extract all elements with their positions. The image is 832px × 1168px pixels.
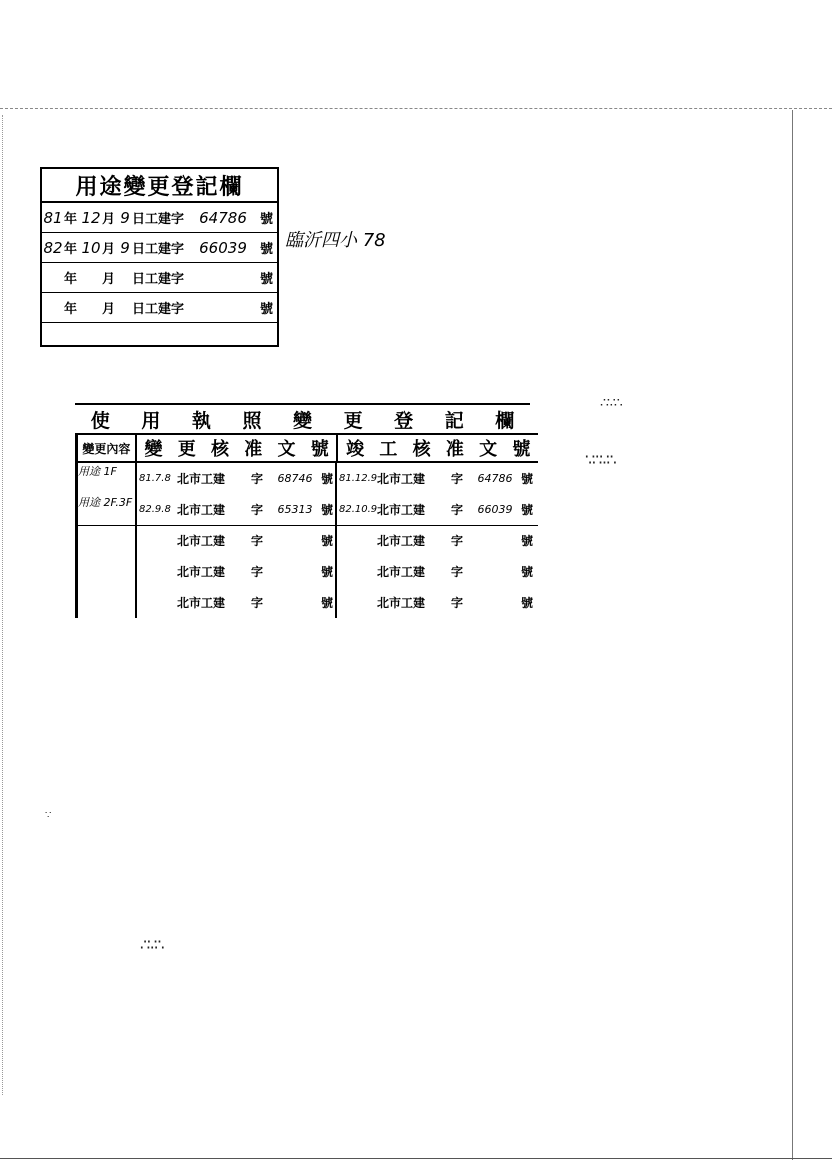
margin-note: 臨沂四小 78: [285, 230, 386, 251]
title-char: 用: [141, 409, 161, 432]
complete-zi: 字: [451, 565, 464, 579]
row-change-ref: [135, 587, 335, 618]
row-change-ref: [135, 494, 335, 525]
change-hao: 號: [321, 534, 334, 548]
row-year-label: 年: [64, 272, 78, 287]
license-change-stamp: [75, 403, 535, 618]
change-prefix: 北市工建: [177, 472, 226, 486]
title-char: 照: [242, 409, 262, 432]
row-year-label: 年: [64, 242, 78, 257]
row-ref-prefix: 日工建字: [132, 272, 185, 287]
complete-hao: 號: [521, 503, 534, 517]
row-ref-prefix: 日工建字: [132, 302, 185, 317]
row-content: 用途 1F: [78, 465, 117, 478]
row-year-label: 年: [64, 212, 78, 227]
change-prefix: 北市工建: [177, 596, 226, 610]
row-complete-ref: [335, 525, 535, 556]
change-zi: 字: [251, 565, 264, 579]
change-hao: 號: [321, 565, 334, 579]
license-change-row: [78, 494, 538, 526]
title-char: 登: [394, 409, 414, 432]
change-prefix: 北市工建: [177, 534, 226, 548]
complete-zi: 字: [451, 472, 464, 486]
complete-number: 66039: [477, 503, 513, 516]
row-ref-prefix: 日工建字: [132, 212, 185, 227]
complete-zi: 字: [451, 596, 464, 610]
row-month-label: 月: [102, 212, 116, 227]
scan-edge-right: [792, 110, 793, 1160]
header-char: 號: [512, 439, 531, 460]
header-char: 工: [379, 439, 398, 460]
row-hao-label: 號: [260, 212, 274, 227]
use-change-stamp-title: 用途變更登記欄: [42, 169, 277, 203]
row-complete-ref: [335, 463, 535, 494]
row-change-ref: [135, 556, 335, 587]
change-date: 81.7.8: [139, 473, 171, 484]
title-char: 執: [191, 409, 211, 432]
license-change-grid: [75, 433, 535, 618]
header-content: 變更內容: [82, 441, 131, 456]
row-change-ref: [135, 463, 335, 494]
row-month-label: 月: [102, 242, 116, 257]
header-char: 准: [445, 439, 464, 460]
row-complete-ref: [335, 556, 535, 587]
change-number: 68746: [277, 472, 313, 485]
complete-date: 81.12.9: [339, 473, 378, 484]
complete-zi: 字: [451, 534, 464, 548]
row-hao-label: 號: [260, 242, 274, 257]
change-prefix: 北市工建: [177, 565, 226, 579]
complete-prefix: 北市工建: [377, 596, 426, 610]
header-char: 文: [277, 439, 296, 460]
change-hao: 號: [321, 472, 334, 486]
header-char: 號: [310, 439, 329, 460]
row-ref-number: 64786: [199, 208, 247, 227]
change-prefix: 北市工建: [177, 503, 226, 517]
use-change-row: [42, 323, 277, 352]
header-change-approval: [135, 435, 337, 461]
complete-prefix: 北市工建: [377, 534, 426, 548]
row-ref-prefix: 日工建字: [132, 242, 185, 257]
change-hao: 號: [321, 596, 334, 610]
row-change-ref: [135, 525, 335, 556]
use-change-row: [42, 233, 277, 263]
complete-date: 82.10.9: [339, 504, 378, 515]
use-change-row: [42, 203, 277, 233]
title-char: 使: [90, 409, 110, 432]
header-char: 准: [244, 439, 263, 460]
complete-hao: 號: [521, 596, 534, 610]
row-year: 82: [43, 238, 63, 257]
row-hao-label: 號: [260, 272, 274, 287]
row-content: [78, 587, 135, 618]
complete-hao: 號: [521, 534, 534, 548]
row-complete-ref: [335, 587, 535, 618]
license-change-header: [78, 433, 538, 463]
row-ref-number: 66039: [199, 238, 247, 257]
complete-prefix: 北市工建: [377, 472, 426, 486]
header-char: 文: [479, 439, 498, 460]
header-char: 核: [211, 439, 229, 460]
header-char: 變: [144, 439, 163, 460]
change-zi: 字: [251, 534, 264, 548]
scan-noise: ∵: [45, 810, 52, 821]
complete-prefix: 北市工建: [377, 565, 426, 579]
title-char: 記: [444, 409, 464, 432]
use-change-stamp: [40, 167, 279, 347]
change-number: 65313: [277, 503, 313, 516]
scan-edge-bottom: [0, 1158, 832, 1159]
row-content: [78, 556, 135, 587]
license-change-row: [78, 463, 538, 494]
title-char: 變: [293, 409, 313, 432]
complete-hao: 號: [521, 472, 534, 486]
title-char: 欄: [495, 409, 515, 432]
scan-edge-left: [2, 115, 3, 1095]
row-month: 12: [81, 208, 101, 227]
license-change-row: [78, 587, 538, 618]
complete-number: 64786: [477, 472, 513, 485]
row-day: 9: [120, 208, 130, 227]
header-char: 竣: [346, 439, 365, 460]
scan-edge-top: [0, 108, 832, 109]
row-year-label: 年: [64, 302, 78, 317]
scan-noise: ∴∵∴: [600, 395, 621, 411]
row-month-label: 月: [102, 272, 116, 287]
row-month-label: 月: [102, 302, 116, 317]
row-content: [78, 525, 135, 556]
license-change-row: [78, 556, 538, 587]
scan-noise: ∴∵∴: [140, 935, 162, 954]
license-change-row: [78, 525, 538, 556]
row-month: 10: [81, 238, 101, 257]
license-change-stamp-title: [75, 403, 530, 433]
change-date: 82.9.8: [139, 504, 171, 515]
use-change-row: [42, 293, 277, 323]
header-char: 更: [177, 439, 196, 460]
row-day: 9: [120, 238, 130, 257]
title-char: 更: [343, 409, 363, 432]
header-char: 核: [412, 439, 431, 460]
row-content: 用途 2F.3F: [78, 496, 133, 509]
change-zi: 字: [251, 503, 264, 517]
row-year: 81: [43, 208, 63, 227]
use-change-row: [42, 263, 277, 293]
row-complete-ref: [335, 494, 535, 525]
change-zi: 字: [251, 596, 264, 610]
complete-hao: 號: [521, 565, 534, 579]
change-zi: 字: [251, 472, 264, 486]
scan-noise: ∵∴∵∴: [585, 450, 614, 469]
change-hao: 號: [321, 503, 334, 517]
complete-prefix: 北市工建: [377, 503, 426, 517]
row-hao-label: 號: [260, 302, 274, 317]
header-completion-approval: [336, 435, 538, 461]
complete-zi: 字: [451, 503, 464, 517]
